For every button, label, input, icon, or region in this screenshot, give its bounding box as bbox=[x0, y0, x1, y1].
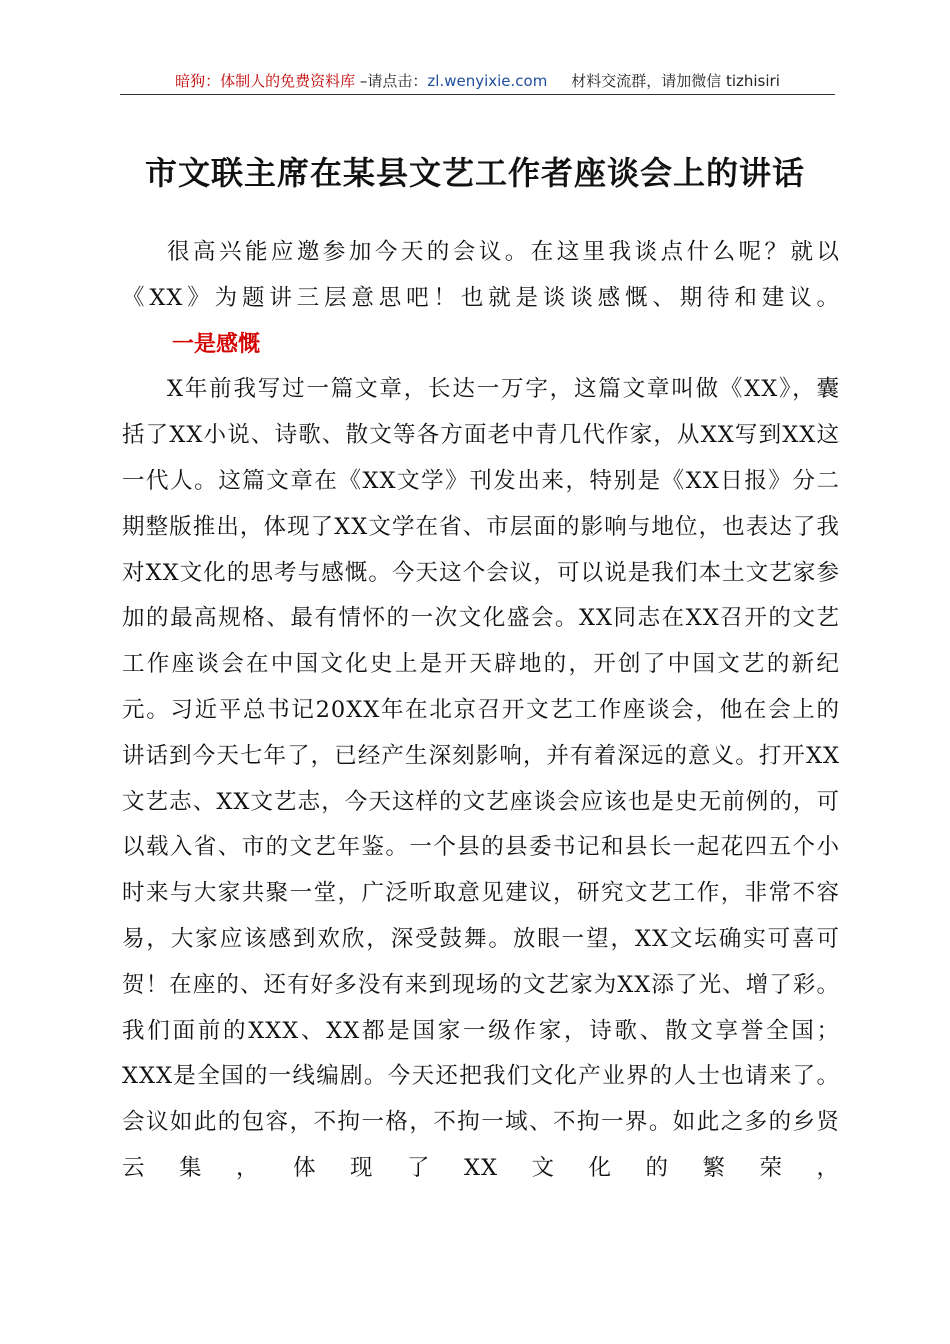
document-title: 市文联主席在某县文艺工作者座谈会上的讲话 bbox=[144, 154, 805, 192]
document-body bbox=[122, 230, 840, 1192]
header-click-prompt: –请点击： bbox=[355, 72, 428, 90]
header-wechat-note: 材料交流群，请加微信 tizhisiri bbox=[571, 72, 780, 90]
section-1-body: X年前我写过一篇文章，长达一万字，这篇文章叫做《XX》，囊括了XX小说、诗歌、散文等各方面老中青几代作家，从XX写到XX这一代人。这篇文章在《XX文学》刊发出来，特别是《XX日报》分二期整版推出，体现了XX文学在省、市层面的影响与地位，也表达了我对XX文化的思考与感慨。今天这个会议，可以说是我们本土文艺家参加的最高规格、最有情怀的一次文化盛会。XX同志在XX召开的文艺工作座谈会在中国文化史上是开天辟地的，开创了中国文艺的新纪元。习近平总书记20XX年在北京召开文艺工作座谈会，他在会上的讲话到今天七年了，已经产生深刻影响，并有着深远的意义。打开XX文艺志、XX文艺志，今天这样的文艺座谈会应该也是史无前例的，可以载入省、市的文艺年鉴。一个县的县委书记和县长一起花四五个小时来与大家共聚一堂，广泛听取意见建议，研究文艺工作，非常不容易，大家应该感到欢欣，深受鼓舞。放眼一望，XX文坛确实可喜可贺！在座的、还有好多没有来到现场的文艺家为XX添了光、增了彩。我们面前的XXX、XX都是国家一级作家，诗歌、散文享誉全国；XXX是全国的一线编剧。今天还把我们文化产业界的人士也请来了。会议如此的包容，不拘一格，不拘一域、不拘一界。如此之多的乡贤云集，体现了XX文化的繁荣， bbox=[122, 376, 840, 1181]
intro-paragraph: 很高兴能应邀参加今天的会议。在这里我谈点什么呢？就以《XX》为题讲三层意思吧！也就是谈谈感慨、期待和建议。 bbox=[122, 239, 840, 311]
page-header bbox=[120, 68, 835, 95]
header-url-link[interactable]: zl.wenyixie.com bbox=[427, 72, 548, 90]
section-1-heading: 一是感慨 bbox=[172, 331, 261, 357]
header-site-name: 暗狗：体制人的免费资料库 bbox=[175, 72, 356, 90]
